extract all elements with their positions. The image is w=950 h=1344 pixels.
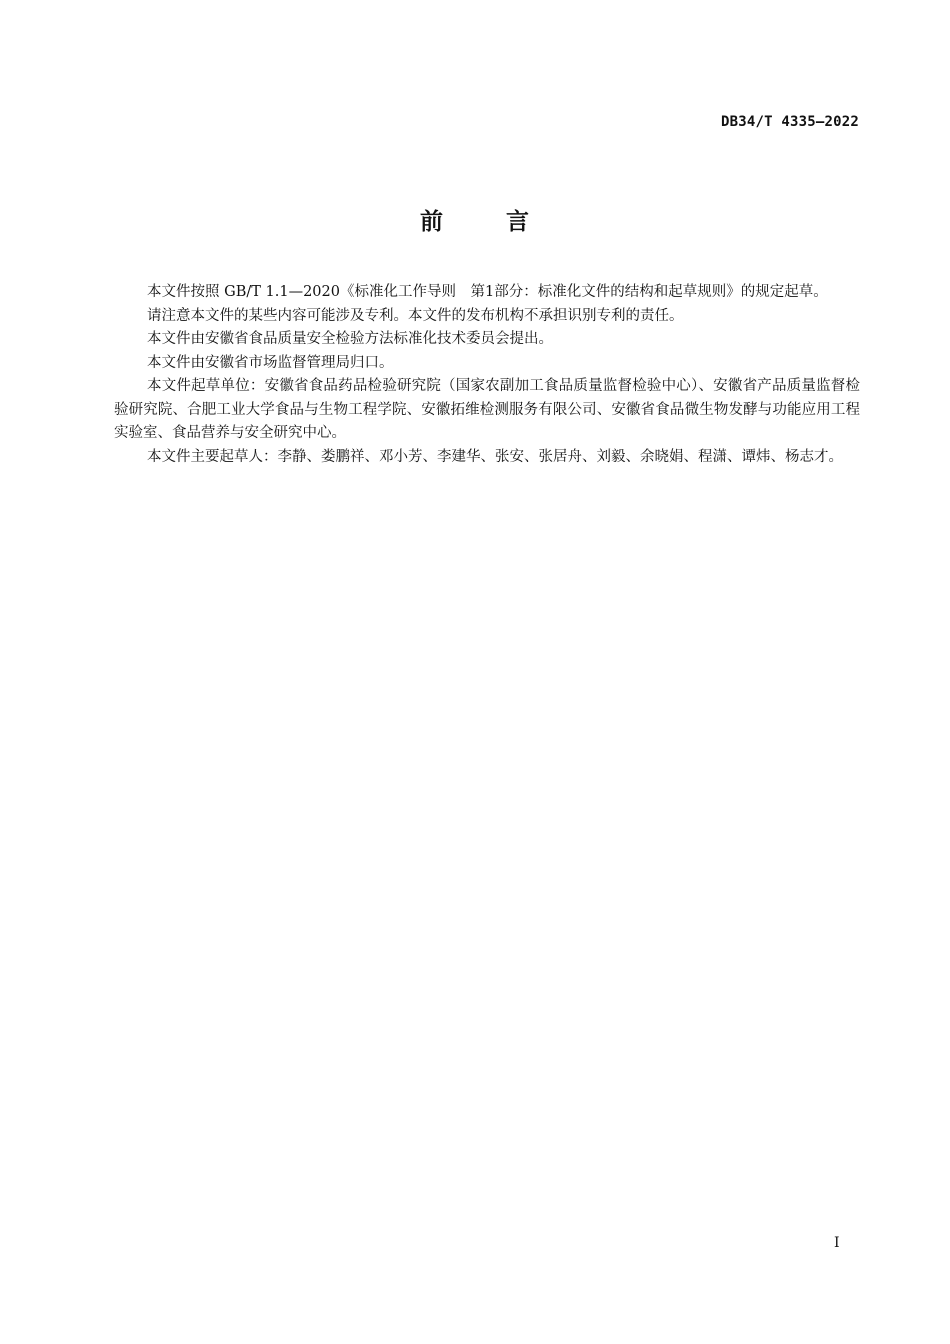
paragraph-drafters: 本文件主要起草人：李静、娄鹏祥、邓小芳、李建华、张安、张居舟、刘毅、余晓娟、程潇、谭炜、杨志才。	[147, 448, 843, 465]
paragraph-patent-notice: 请注意本文件的某些内容可能涉及专利。本文件的发布机构不承担识别专利的责任。	[147, 307, 684, 324]
paragraph-proposed-by: 本文件由安徽省食品质量安全检验方法标准化技术委员会提出。	[147, 331, 553, 347]
document-code: DB34/T 4335—2022	[720, 114, 859, 130]
paragraph-under-jurisdiction: 本文件由安徽省市场监督管理局归口。	[147, 354, 394, 371]
title-char-1: 前	[420, 209, 444, 235]
page-title	[0, 203, 950, 236]
paragraph-drafting-units: 本文件起草单位：安徽省食品药品检验研究院（国家农副加工食品质量监督检验中心）、安徽省产品质量监督检验研究院、合肥工业大学食品与生物工程学院、安徽拓维检测服务有限公司、安徽省食品微生物发酵与功能应用工程实验室、食品营养与安全研究中心。	[114, 378, 860, 441]
foreword-body	[114, 281, 860, 469]
title-char-2: 言	[506, 209, 530, 235]
page-number: I	[834, 1235, 840, 1251]
paragraph-standard-basis: 本文件按照 GB/T 1.1—2020《标准化工作导则 第1部分：标准化文件的结构和起草规则》的规定起草。	[147, 284, 828, 300]
